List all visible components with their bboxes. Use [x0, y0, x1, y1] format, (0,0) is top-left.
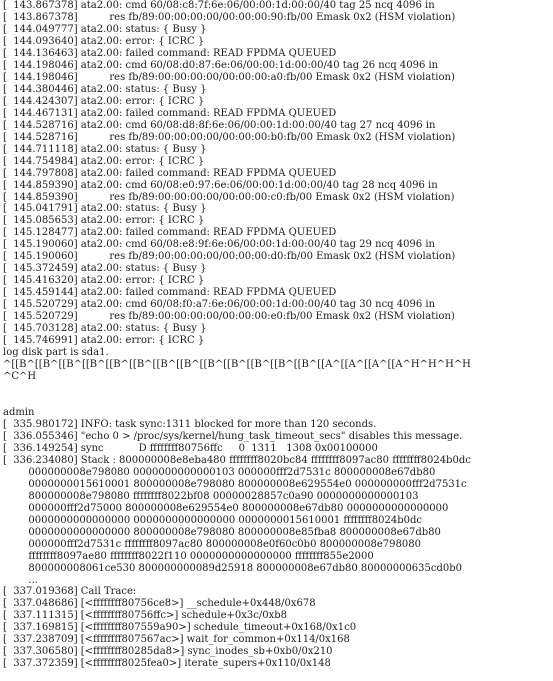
terminal-line: 000000fff2d75000 800000008e629554e0 800000008e67db80 0000000000000000 — [3, 502, 449, 514]
terminal-line: ^[[B^[[B^[[B^[[B^[[B^[[B^[[B^[[B^[[B^[[B^[[B^[[B^[[B^[[A^[[A^[[A^[[A^H^H^H^H — [3, 359, 471, 371]
terminal-line: [ 144.198046] res fb/89:00:00:00:00/00:00:00:a0:fb/00 Emask 0x2 (HSM violation) — [3, 71, 455, 83]
terminal-line: [ 145.746991] ata2.00: error: { ICRC } — [3, 335, 205, 347]
terminal-line: [ 335.980172] INFO: task sync:1311 blocked for more than 120 seconds. — [3, 418, 377, 430]
terminal-line: [ 145.190060] ata2.00: cmd 60/08:e8:9f:6e:06/00:00:1d:00:00/40 tag 29 ncq 4096 in — [3, 239, 435, 251]
terminal-line: [ 336.234080] Stack : 800000008e8eba480 ffffffff8020bc84 ffffffff8097ac80 ffffffff8024b0dc — [3, 454, 471, 466]
terminal-line: [ 145.459144] ata2.00: failed command: READ FPDMA QUEUED — [3, 287, 337, 299]
terminal-line: 0000000000000000 0000000000000000 0000000015610001 ffffffff8024b0dc — [3, 514, 422, 526]
terminal-line: ffffffff8097ae80 ffffffff8022f110 0000000000000000 ffffffff855e2000 — [3, 550, 374, 562]
terminal-line: ^C^H — [3, 371, 37, 383]
terminal-line: [ 337.019368] Call Trace: — [3, 586, 137, 598]
terminal-line: [ 143.867378] res fb/89:00:00:00:00/00:00:00:90:fb/00 Emask 0x2 (HSM violation) — [3, 11, 456, 23]
terminal-line: log disk part is sda1. — [3, 347, 109, 359]
terminal-line: [ 144.711118] ata2.00: status: { Busy } — [3, 143, 207, 155]
terminal-line: admin — [3, 406, 35, 418]
terminal-line: [ 144.467131] ata2.00: failed command: READ FPDMA QUEUED — [3, 107, 337, 119]
terminal-output[interactable] — [3, 0, 551, 681]
terminal-line: 800000008e798080 ffffffff8022bf08 00000028857c0a90 0000000000000103 — [3, 490, 419, 502]
terminal-line: ... — [3, 574, 38, 586]
terminal-line: [ 144.198046] ata2.00: cmd 60/08:d0:87:6e:06/00:00:1d:00:00/40 tag 26 ncq 4096 in — [3, 59, 439, 71]
terminal-line: [ 144.528716] res fb/89:00:00:00:00/00:00:00:b0:fb/00 Emask 0x2 (HSM violation) — [3, 131, 456, 143]
terminal-line: 000000008e798080 0000000000000103 000000fff2d7531c 800000008e67db80 — [3, 466, 436, 478]
terminal-line: [ 143.867378] ata2.00: cmd 60/08:c8:7f:6e:06/00:00:1d:00:00/40 tag 25 ncq 4096 in — [3, 0, 435, 11]
terminal-line — [3, 670, 551, 681]
terminal-line: 0000000000000000 800000008e798080 800000008e85fba8 800000008e67db80 — [3, 526, 441, 538]
terminal-line: [ 145.128477] ata2.00: failed command: READ FPDMA QUEUED — [3, 227, 337, 239]
terminal-line: [ 144.049777] ata2.00: status: { Busy } — [3, 23, 207, 35]
terminal-line: [ 145.372459] ata2.00: status: { Busy } — [3, 263, 207, 275]
terminal-line: [ 336.055346] "echo 0 > /proc/sys/kernel/hung_task_timeout_secs" disables this message. — [3, 430, 463, 442]
terminal-line: [ 144.093640] ata2.00: error: { ICRC } — [3, 35, 205, 47]
terminal-line: [ 144.136463] ata2.00: failed command: READ FPDMA QUEUED — [3, 47, 337, 59]
terminal-line: [ 144.859390] ata2.00: cmd 60/08:e0:97:6e:06/00:00:1d:00:00/40 tag 28 ncq 4096 in — [3, 179, 438, 191]
terminal-line: 800000008061ce530 800000000089d25918 800000008e67db80 80000000635cd0b0 — [3, 562, 463, 574]
terminal-line: [ 145.703128] ata2.00: status: { Busy } — [3, 323, 207, 335]
terminal-line: [ 144.380446] ata2.00: status: { Busy } — [3, 83, 207, 95]
terminal-line: [ 337.111315] [<ffffffff80756ffc>] schedule+0x3c/0xb8 — [3, 610, 287, 622]
terminal-line: [ 145.085653] ata2.00: error: { ICRC } — [3, 215, 205, 227]
terminal-line: [ 144.528716] ata2.00: cmd 60/08:d8:8f:6e:06/00:00:1d:00:00/40 tag 27 ncq 4096 in — [3, 119, 436, 131]
terminal-line — [3, 395, 551, 407]
terminal-line: [ 145.520729] res fb/89:00:00:00:00/00:00:00:e0:fb/00 Emask 0x2 (HSM violation) — [3, 311, 455, 323]
terminal-line: [ 144.859390] res fb/89:00:00:00:00/00:00:00:c0:fb/00 Emask 0x2 (HSM violation) — [3, 191, 455, 203]
terminal-line: [ 145.041791] ata2.00: status: { Busy } — [3, 203, 207, 215]
terminal-line: [ 144.754984] ata2.00: error: { ICRC } — [3, 155, 205, 167]
terminal-line: [ 144.424307] ata2.00: error: { ICRC } — [3, 95, 205, 107]
terminal-line: [ 336.149254] sync D ffffffff80756ffc 0 1311 1308 0x00100000 — [3, 442, 378, 454]
terminal-line: [ 337.306580] [<ffffffff80285da8>] sync_inodes_sb+0xb0/0x210 — [3, 646, 333, 658]
terminal-line — [3, 383, 551, 395]
terminal-line: 000000fff2d7531c ffffffff8097ac80 800000008e0f60c0b0 800000008e798080 — [3, 538, 421, 550]
terminal-line: [ 145.190060] res fb/89:00:00:00:00/00:00:00:d0:fb/00 Emask 0x2 (HSM violation) — [3, 251, 456, 263]
terminal-line: [ 145.416320] ata2.00: error: { ICRC } — [3, 275, 205, 287]
terminal-line: [ 144.797808] ata2.00: failed command: READ FPDMA QUEUED — [3, 167, 337, 179]
terminal-line: [ 337.048686] [<ffffffff80756ce8>] __schedule+0x448/0x678 — [3, 598, 316, 610]
terminal-line: 0000000015610001 800000008e798080 800000008e629554e0 000000000fff2d7531c — [3, 478, 467, 490]
terminal-line: [ 145.520729] ata2.00: cmd 60/08:f0:a7:6e:06/00:00:1d:00:00/40 tag 30 ncq 4096 in — [3, 299, 436, 311]
terminal-line: [ 337.238709] [<ffffffff807567ac>] wait_for_common+0x114/0x168 — [3, 634, 350, 646]
terminal-line: [ 337.169815] [<ffffffff807559a90>] schedule_timeout+0x168/0x1c0 — [3, 622, 357, 634]
terminal-line: [ 337.372359] [<ffffffff8025fea0>] iterate_supers+0x110/0x148 — [3, 658, 331, 670]
